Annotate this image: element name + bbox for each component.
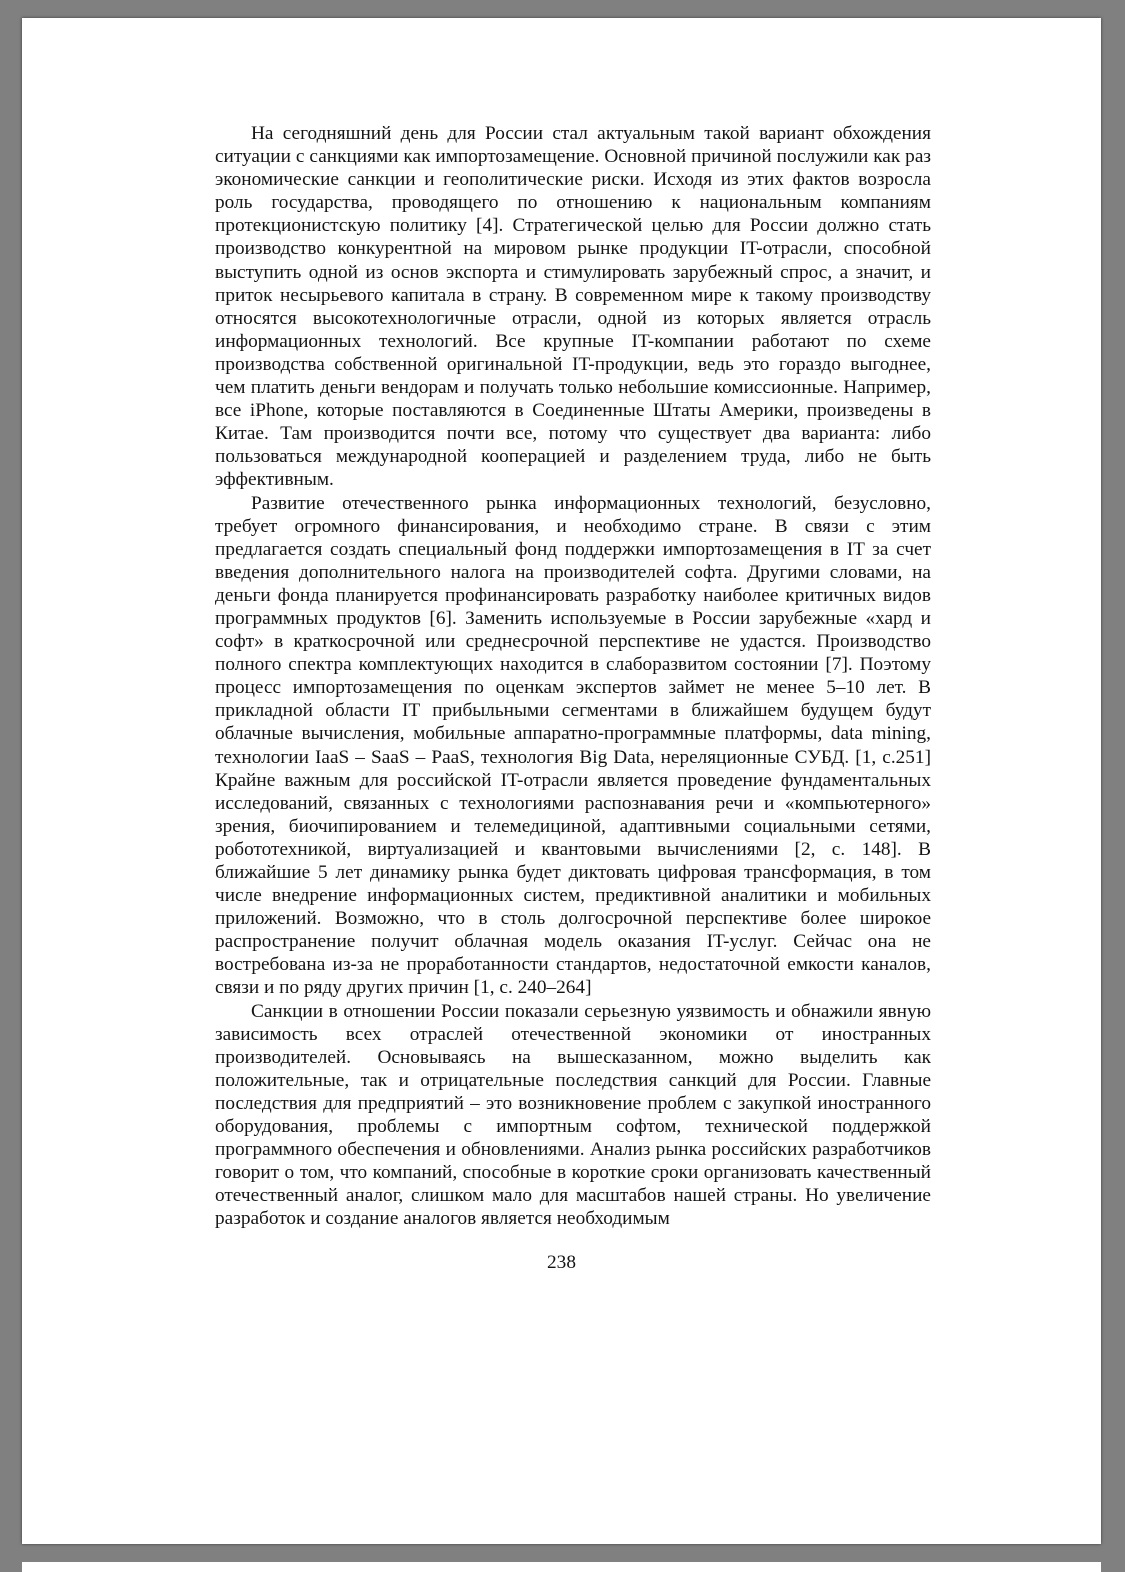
paragraph-2: Развитие отечественного рынка информационных технологий, безусловно, требует огромного финансирования, и необходимо стране. В связи с этим предлагается создать специальный фонд поддержки импортозамещения в IT за счет введения дополнительного налога на производителей софта. Другими словами, на деньги фонда планируется профинансировать разработку наиболее критичных видов программных продуктов [6]. Заменить используемые в России зарубежные «хард и софт» в краткосрочной или среднесрочной перспективе не удастся. Производство полного спектра комплектующих находится в слаборазвитом состоянии [7]. Поэтому процесс импортозамещения по оценкам экспертов займет не менее 5–10 лет. В прикладной области IT прибыльными сегментами в ближайшем будущем будут облачные вычисления, мобильные аппаратно-программные платформы, data mining, технологии IaaS – SaaS – PaaS, технология Big Data, нереляционные СУБД. [1, с.251] Крайне важным для российской IT-отрасли является проведение фундаментальных исследований, связанных с технологиями распознавания речи и «компьютерного» зрения, биочипированием и телемедициной, адаптивными социальными сетями, робототехникой, виртуализацией и квантовыми вычислениями [2, с. 148]. В ближайшие 5 лет динамику рынка будет диктовать цифровая трансформация, в том числе внедрение информационных систем, предиктивной аналитики и мобильных приложений. Возможно, что в столь долгосрочной перспективе более широкое распространение получит облачная модель оказания IT-услуг. Сейчас она не востребована из-за не проработанности стандартов, недостаточной емкости каналов, связи и по ряду других причин [1, с. 240–264] — [215, 492, 931, 999]
page-number: 238 — [547, 1252, 576, 1273]
document-page — [22, 18, 1101, 1544]
paragraph-1: На сегодняшний день для России стал актуальным такой вариант обхождения ситуации с санкциями как импортозамещение. Основной причиной послужили как раз экономические санкции и геополитические риски. Исходя из этих фактов возросла роль государства, проводящего по отношению к национальным компаниям протекционистскую политику [4]. Стратегической целью для России должно стать производство конкурентной на мировом рынке продукции IT-отрасли, способной выступить одной из основ экспорта и стимулировать зарубежный спрос, а значит, и приток несырьевого капитала в страну. В современном мире к такому производству относятся высокотехнологичные отрасли, одной из которых является отрасль информационных технологий. Все крупные IT-компании работают по схеме производства собственной оригинальной IT-продукции, ведь это гораздо выгоднее, чем платить деньги вендорам и получать только небольшие комиссионные. Например, все iPhone, которые поставляются в Соединенные Штаты Америки, произведены в Китае. Там производится почти все, потому что существует два варианта: либо пользоваться международной кооперацией и разделением труда, либо не быть эффективным. — [215, 123, 931, 491]
next-page-edge — [22, 1562, 1101, 1572]
body-text — [215, 122, 931, 1231]
paragraph-3: Санкции в отношении России показали серьезную уязвимость и обнажили явную зависимость всех отраслей отечественной экономики от иностранных производителей. Основываясь на вышесказанном, можно выделить как положительные, так и отрицательные последствия санкций для России. Главные последствия для предприятий – это возникновение проблем с закупкой иностранного оборудования, проблемы с импортным софтом, технической поддержкой программного обеспечения и обновлениями. Анализ рынка российских разработчиков говорит о том, что компаний, способные в короткие сроки организовать качественный отечественный аналог, слишком мало для масштабов нашей страны. Но увеличение разработок и создание аналогов является необходимым — [215, 1000, 931, 1230]
